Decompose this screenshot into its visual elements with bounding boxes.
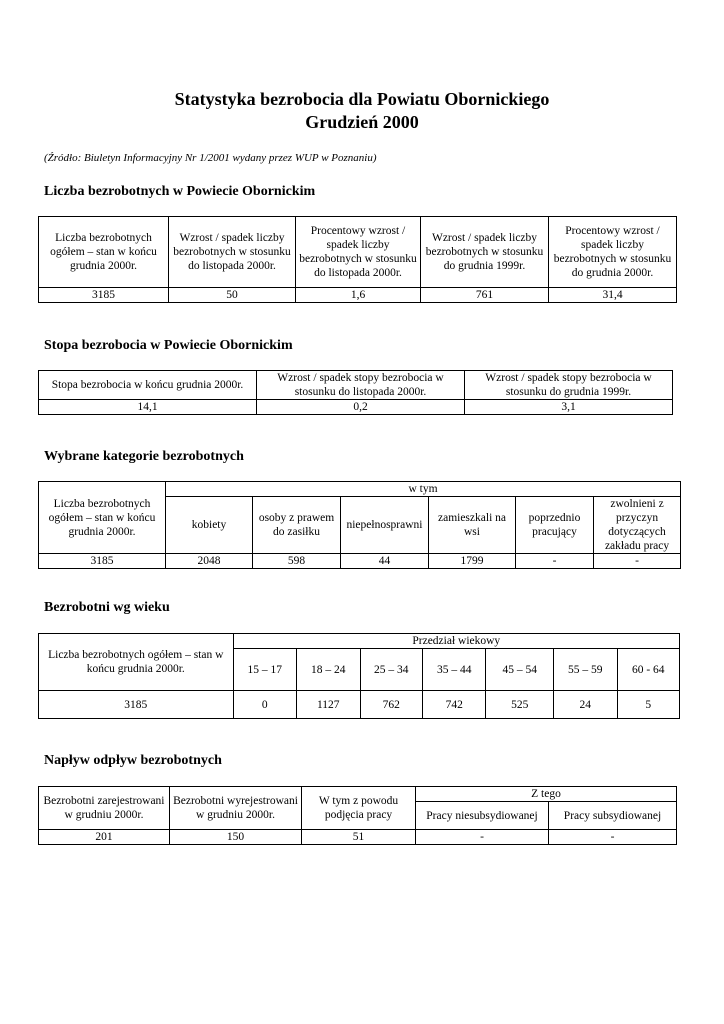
- table-header: Wzrost / spadek liczby bezrobotnych w stosunku do listopada 2000r.: [169, 217, 296, 288]
- table-header: niepełnosprawni: [341, 497, 429, 554]
- table-cell: -: [516, 554, 594, 569]
- table-header: 60 - 64: [617, 649, 679, 691]
- inflow-outflow-table: [38, 786, 677, 845]
- unemployed-count-table: [38, 216, 677, 303]
- unemployment-rate-table: [38, 370, 673, 415]
- table-header: Procentowy wzrost / spadek liczby bezrobotnych w stosunku do listopada 2000r.: [296, 217, 421, 288]
- table-cell: 50: [169, 288, 296, 303]
- table-header: Bezrobotni zarejestrowani w grudniu 2000r.: [39, 787, 170, 830]
- table-cell: 2048: [166, 554, 253, 569]
- table-cell: -: [594, 554, 681, 569]
- table-header: Pracy subsydiowanej: [549, 802, 677, 830]
- table-cell: 762: [360, 691, 422, 719]
- table-cell: 1,6: [296, 288, 421, 303]
- section4-heading: Bezrobotni wg wieku: [44, 600, 170, 615]
- table-cell: 0,2: [257, 400, 465, 415]
- section2-heading: Stopa bezrobocia w Powiecie Obornickim: [44, 338, 293, 353]
- source-note: (Źródło: Biuletyn Informacyjny Nr 1/2001 wydany przez WUP w Poznaniu): [44, 152, 377, 164]
- table-header: Procentowy wzrost / spadek liczby bezrobotnych w stosunku do grudnia 2000r.: [549, 217, 677, 288]
- table-cell: -: [416, 830, 549, 845]
- table-header: poprzednio pracujący: [516, 497, 594, 554]
- page-title: Statystyka bezrobocia dla Powiatu Obornickiego: [174, 89, 550, 109]
- table-header: 15 – 17: [233, 649, 296, 691]
- table-header: 25 – 34: [360, 649, 422, 691]
- table-header: zwolnieni z przyczyn dotyczących zakładu pracy: [594, 497, 681, 554]
- table-cell: 24: [554, 691, 617, 719]
- table-header: W tym z powodu podjęcia pracy: [302, 787, 416, 830]
- table-header: Liczba bezrobotnych ogółem – stan w końcu grudnia 2000r.: [39, 634, 234, 691]
- table-cell: 150: [170, 830, 302, 845]
- table-cell: 3185: [39, 554, 166, 569]
- table-header: osoby z prawem do zasiłku: [253, 497, 341, 554]
- table-header: Wzrost / spadek stopy bezrobocia w stosunku do grudnia 1999r.: [465, 371, 673, 400]
- table-cell: 5: [617, 691, 679, 719]
- table-cell: 31,4: [549, 288, 677, 303]
- page-subtitle: Grudzień 2000: [305, 112, 419, 132]
- table-header: Liczba bezrobotnych ogółem – stan w końcu grudnia 2000r.: [39, 217, 169, 288]
- table-cell: 761: [421, 288, 549, 303]
- section1-heading: Liczba bezrobotnych w Powiecie Obornickim: [44, 184, 316, 199]
- age-table: [38, 633, 680, 719]
- table-cell: 14,1: [39, 400, 257, 415]
- table-header: 35 – 44: [422, 649, 485, 691]
- table-cell: 525: [486, 691, 554, 719]
- table-group-header: w tym: [166, 482, 681, 497]
- table-header: Wzrost / spadek stopy bezrobocia w stosunku do listopada 2000r.: [257, 371, 465, 400]
- table-header: Stopa bezrobocia w końcu grudnia 2000r.: [39, 371, 257, 400]
- table-cell: 201: [39, 830, 170, 845]
- categories-table: [38, 481, 681, 569]
- table-header: kobiety: [166, 497, 253, 554]
- table-cell: 3,1: [465, 400, 673, 415]
- table-header: Pracy niesubsydiowanej: [416, 802, 549, 830]
- table-cell: 44: [341, 554, 429, 569]
- table-cell: 742: [422, 691, 485, 719]
- table-header: Liczba bezrobotnych ogółem – stan w końcu grudnia 2000r.: [39, 482, 166, 554]
- table-cell: -: [549, 830, 677, 845]
- table-header: 45 – 54: [486, 649, 554, 691]
- table-cell: 1799: [429, 554, 516, 569]
- table-cell: 1127: [297, 691, 360, 719]
- table-header: Bezrobotni wyrejestrowani w grudniu 2000r.: [170, 787, 302, 830]
- table-cell: 598: [253, 554, 341, 569]
- table-header: Wzrost / spadek liczby bezrobotnych w stosunku do grudnia 1999r.: [421, 217, 549, 288]
- section5-heading: Napływ odpływ bezrobotnych: [44, 753, 222, 768]
- table-group-header: Z tego: [416, 787, 677, 802]
- table-cell: 51: [302, 830, 416, 845]
- table-group-header: Przedział wiekowy: [233, 634, 679, 649]
- table-cell: 3185: [39, 691, 234, 719]
- table-header: 18 – 24: [297, 649, 360, 691]
- table-header: zamieszkali na wsi: [429, 497, 516, 554]
- section3-heading: Wybrane kategorie bezrobotnych: [44, 449, 244, 464]
- table-cell: 0: [233, 691, 296, 719]
- table-cell: 3185: [39, 288, 169, 303]
- table-header: 55 – 59: [554, 649, 617, 691]
